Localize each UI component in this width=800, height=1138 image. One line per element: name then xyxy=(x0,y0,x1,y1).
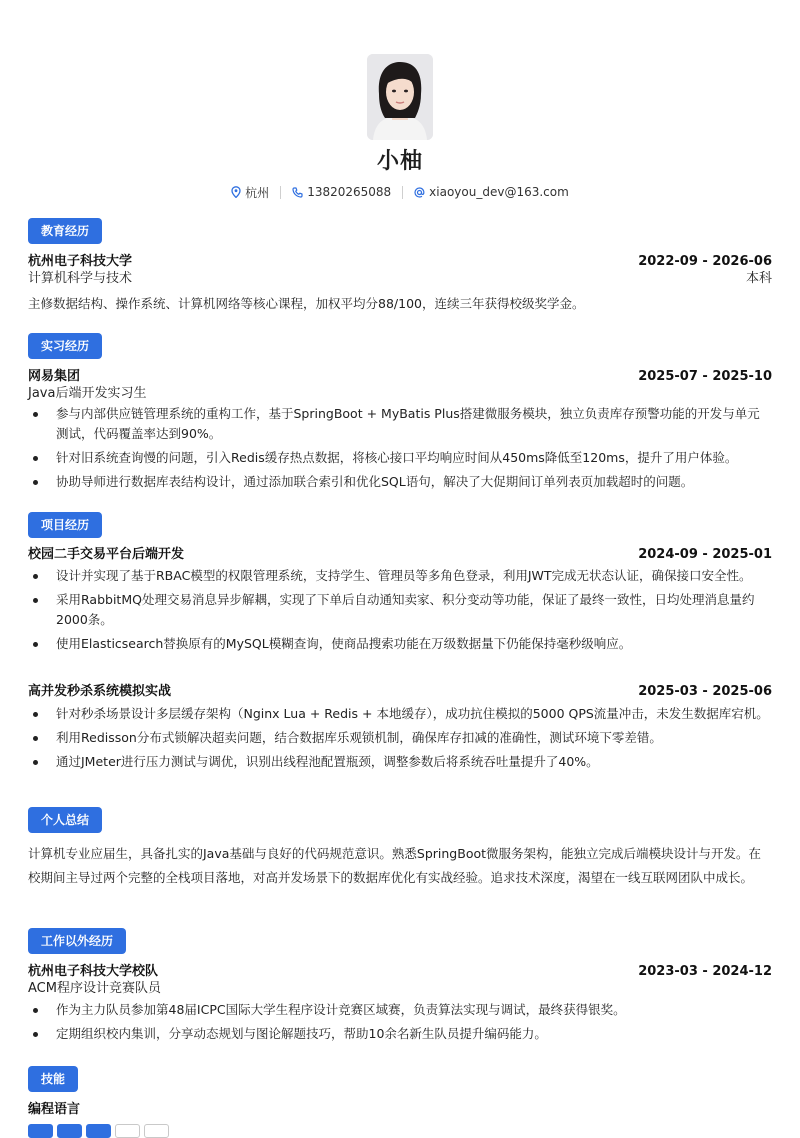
list-item: 利用Redisson分布式锁解决超卖问题，结合数据库乐观锁机制，确保库存扣减的准确性，测试环境下零差错。 xyxy=(28,728,772,748)
list-item: 定期组织校内集训，分享动态规划与图论解题技巧，帮助10余名新生队员提升编码能力。 xyxy=(28,1024,772,1044)
degree: 本科 xyxy=(745,271,772,286)
school-name: 杭州电子科技大学 xyxy=(28,254,133,269)
list-item: 设计并实现了基于RBAC模型的权限管理系统，支持学生、管理员等多角色登录，利用JWT完成无状态认证，确保接口安全性。 xyxy=(28,566,772,586)
project-name: 高并发秒杀系统模拟实战 xyxy=(28,684,172,699)
candidate-name: 小柚 xyxy=(376,149,423,174)
city-text: 杭州 xyxy=(245,185,270,200)
section-title-skills: 技能 xyxy=(28,1066,78,1092)
project-date: 2025-03 - 2025-06 xyxy=(638,684,772,699)
contact-city xyxy=(231,184,269,201)
phone-text: 13820265088 xyxy=(307,185,392,199)
skill-category-row xyxy=(28,1101,772,1119)
org-name: 杭州电子科技大学校队 xyxy=(28,964,159,979)
email-icon xyxy=(414,187,425,198)
skill-level-block xyxy=(144,1124,169,1138)
list-item: 作为主力队员参加第48届ICPC国际大学生程序设计竞赛区域赛，负责算法实现与调试，最终获得银奖。 xyxy=(28,1000,772,1020)
project-bullets xyxy=(28,566,772,658)
project-name: 校园二手交易平台后端开发 xyxy=(28,547,185,562)
location-icon xyxy=(231,186,241,198)
internship-header xyxy=(28,368,772,386)
education-date: 2022-09 - 2026-06 xyxy=(638,254,772,269)
list-item: 参与内部供应链管理系统的重构工作，基于SpringBoot + MyBatis Plus搭建微服务模块，独立负责库存预警功能的开发与单元测试，代码覆盖率达到90%。 xyxy=(28,404,772,444)
skill-level-block xyxy=(115,1124,140,1138)
extra-bullets xyxy=(28,1000,772,1048)
divider xyxy=(402,186,403,199)
list-item: 使用Elasticsearch替换原有的MySQL模糊查询，使商品搜索功能在万级数据量下仍能保持毫秒级响应。 xyxy=(28,634,772,654)
skill-level-block xyxy=(86,1124,111,1138)
skill-level-block xyxy=(57,1124,82,1138)
education-subheader xyxy=(28,270,772,288)
avatar-photo xyxy=(367,54,433,140)
section-title-education: 教育经历 xyxy=(28,218,102,244)
section-title-projects: 项目经历 xyxy=(28,512,102,538)
contact-email xyxy=(414,185,569,199)
education-header xyxy=(28,253,772,271)
section-title-summary: 个人总结 xyxy=(28,807,102,833)
extra-date: 2023-03 - 2024-12 xyxy=(638,964,772,979)
phone-icon xyxy=(292,187,303,198)
project-header xyxy=(28,546,772,564)
education-description: 主修数据结构、操作系统、计算机网络等核心课程，加权平均分88/100，连续三年获得校级奖学金。 xyxy=(28,296,585,311)
extra-role: ACM程序设计竞赛队员 xyxy=(28,981,161,996)
summary-text: 计算机专业应届生，具备扎实的Java基础与良好的代码规范意识。熟悉SpringBoot微服务架构，能独立完成后端模块设计与开发。在校期间主导过两个完整的全栈项目落地，对高并发场景下的数据库优化有实战经验。追求技术深度，渴望在一线互联网团队中成长。 xyxy=(28,846,762,885)
internship-bullets xyxy=(28,404,772,496)
skill-category: 编程语言 xyxy=(28,1102,81,1117)
section-title-extra: 工作以外经历 xyxy=(28,928,126,954)
project-header xyxy=(28,683,772,701)
internship-date: 2025-07 - 2025-10 xyxy=(638,369,772,384)
list-item: 针对旧系统查询慢的问题，引入Redis缓存热点数据，将核心接口平均响应时间从450ms降低至120ms，提升了用户体验。 xyxy=(28,448,772,468)
project-date: 2024-09 - 2025-01 xyxy=(638,547,772,562)
contact-phone xyxy=(292,185,391,199)
company-name: 网易集团 xyxy=(28,369,81,384)
list-item: 通过JMeter进行压力测试与调优，识别出线程池配置瓶颈，调整参数后将系统吞吐量提升了40%。 xyxy=(28,752,772,772)
internship-role-row xyxy=(28,385,772,403)
skill-level-meter xyxy=(28,1124,169,1138)
divider xyxy=(280,186,281,199)
internship-role: Java后端开发实习生 xyxy=(28,386,147,401)
email-text: xiaoyou_dev@163.com xyxy=(429,185,569,199)
list-item: 针对秒杀场景设计多层缓存架构（Nginx Lua + Redis + 本地缓存），成功抗住模拟的5000 QPS流量冲击，未发生数据库宕机。 xyxy=(28,704,772,724)
skill-level-block xyxy=(28,1124,53,1138)
major: 计算机科学与技术 xyxy=(28,271,133,286)
extra-header xyxy=(28,963,772,981)
project-bullets xyxy=(28,704,772,776)
list-item: 协助导师进行数据库表结构设计，通过添加联合索引和优化SQL语句，解决了大促期间订单列表页加载超时的问题。 xyxy=(28,472,772,492)
contact-bar xyxy=(0,183,800,201)
extra-role-row xyxy=(28,980,772,998)
list-item: 采用RabbitMQ处理交易消息异步解耦，实现了下单后自动通知卖家、积分变动等功能，保证了最终一致性，日均处理消息量约2000条。 xyxy=(28,590,772,630)
section-title-internship: 实习经历 xyxy=(28,333,102,359)
